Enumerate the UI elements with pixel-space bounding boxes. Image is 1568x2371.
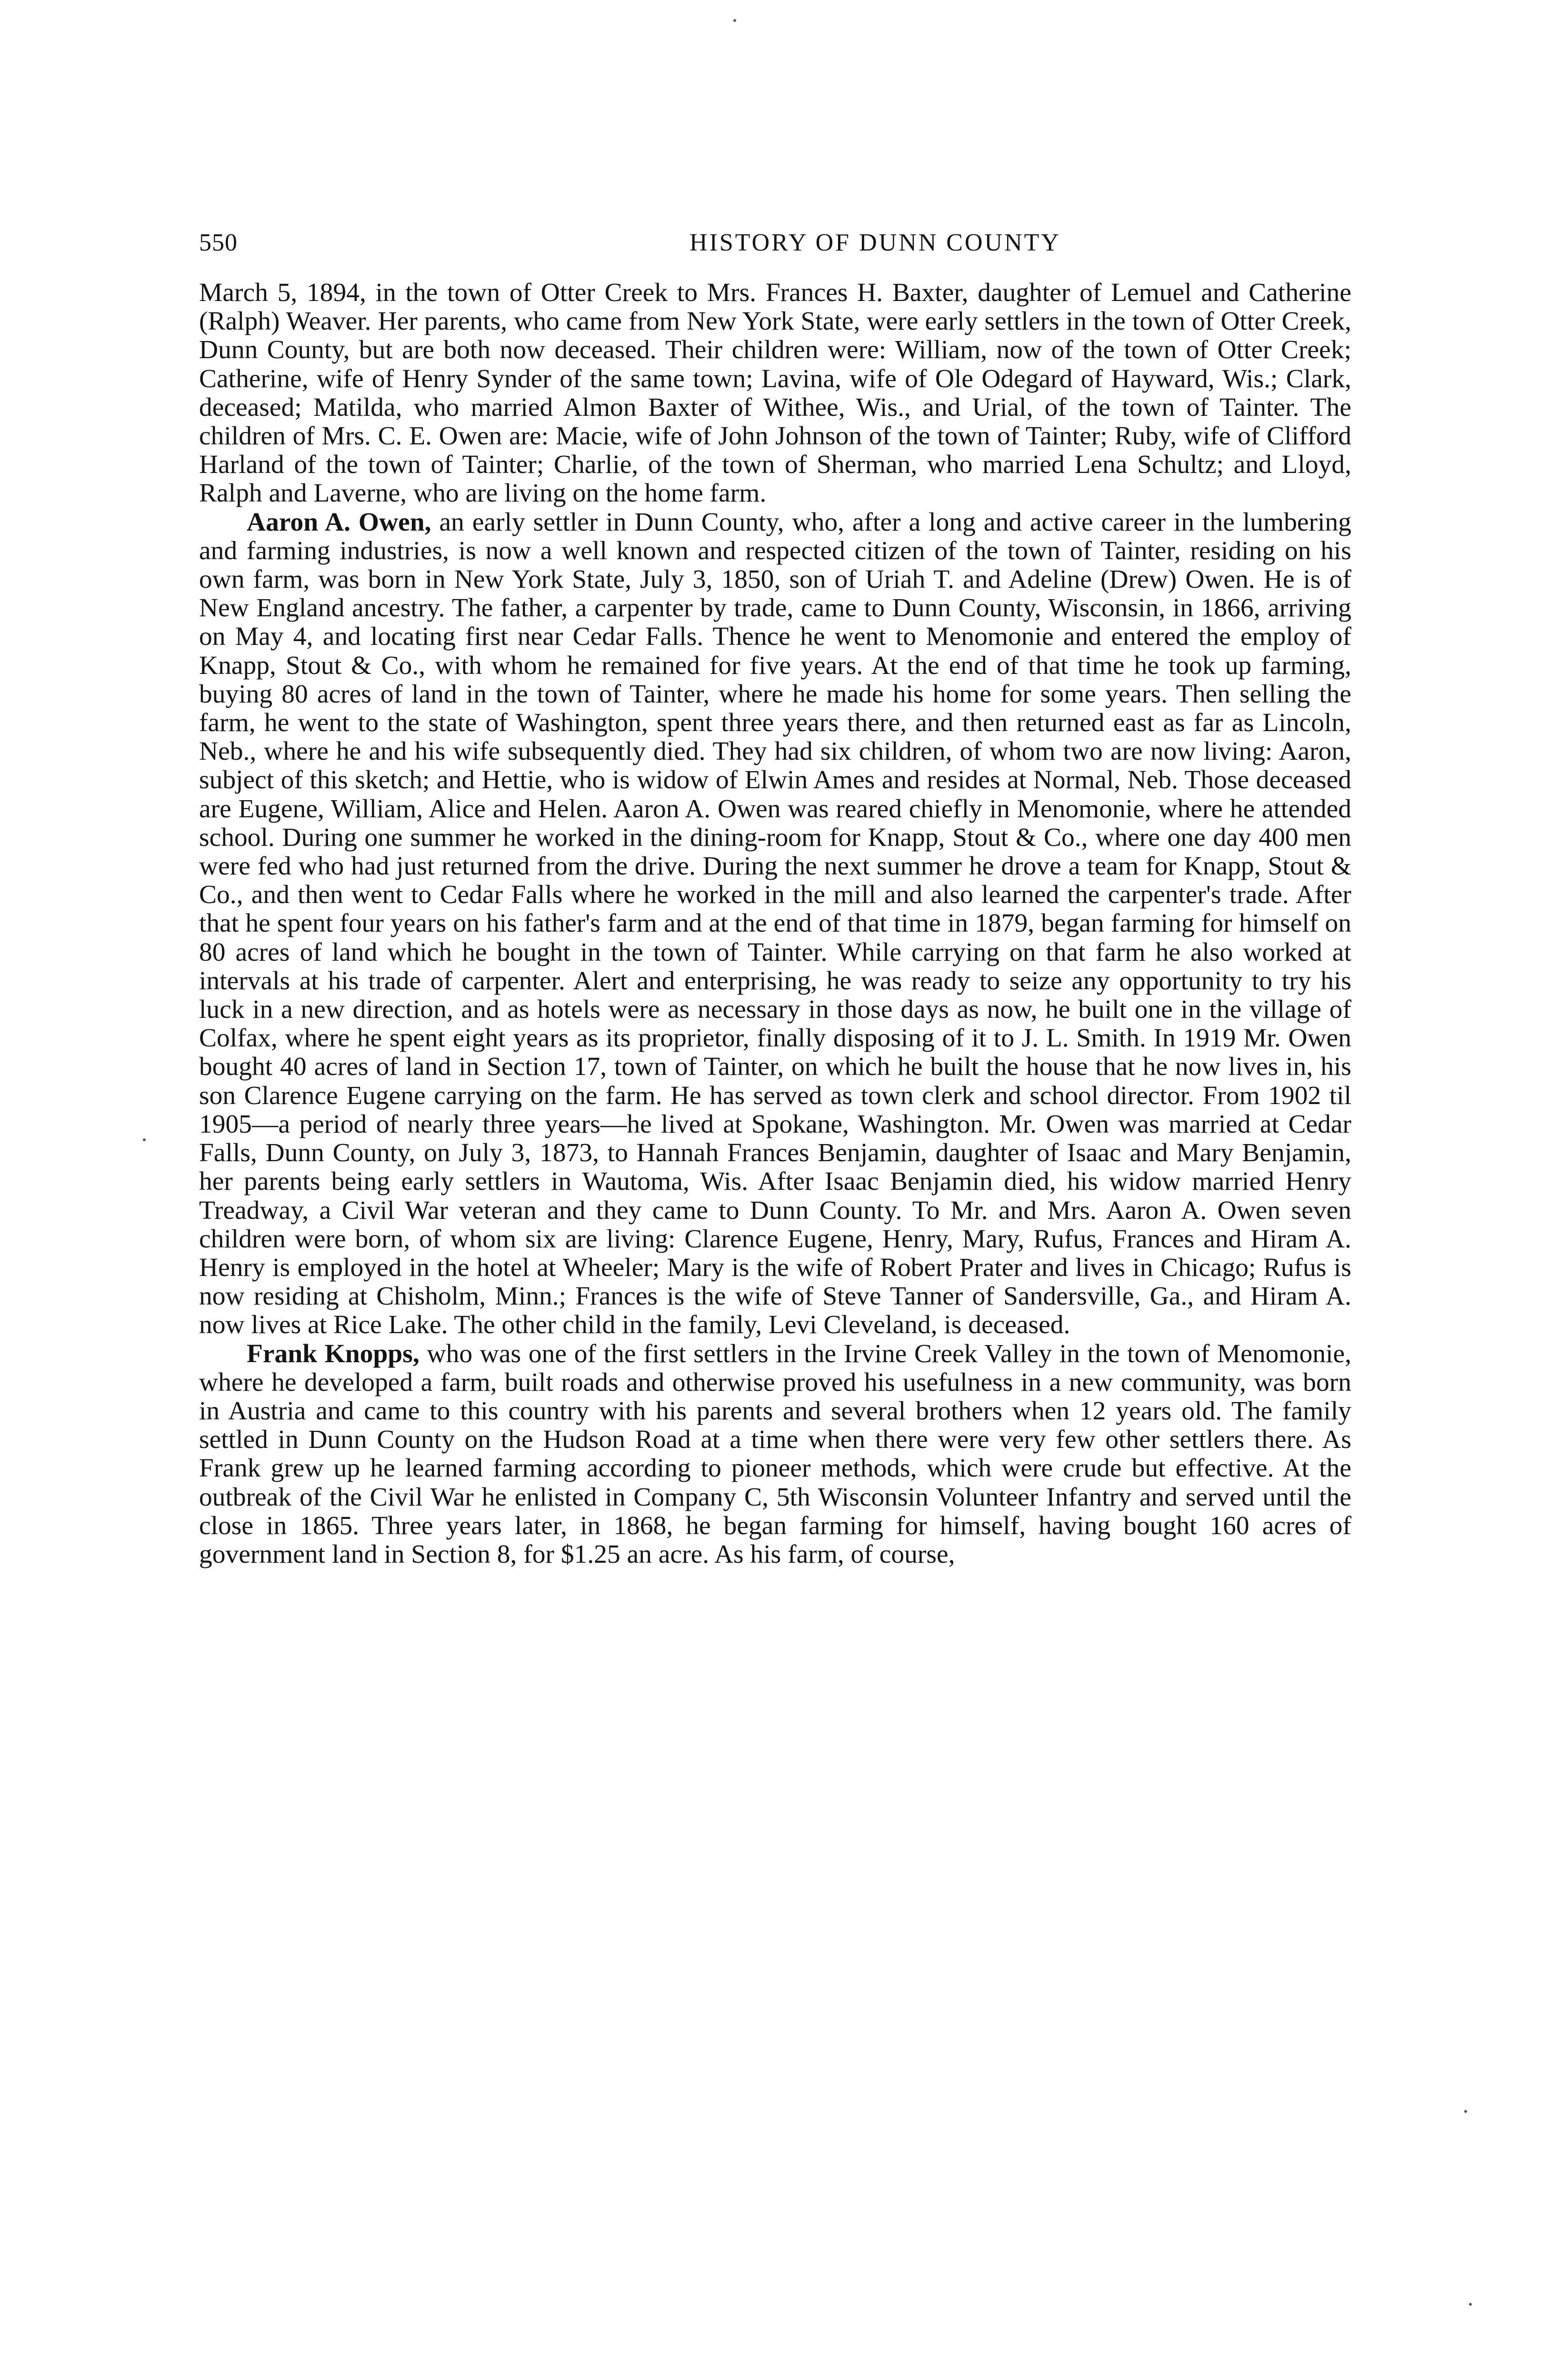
body-text	[199, 279, 1351, 1569]
subject-name: Aaron A. Owen,	[247, 507, 431, 537]
paragraph-text: who was one of the first settlers in the Irvine Creek Valley in the town of Menomonie, where he developed a farm, built roads and otherwise proved his usefulness in a new community, was born in Austria and came to this country with his parents and several brothers when 12 years old. The family settled in Dunn County on the Hudson Road at a time when there were very few other settlers there. As Frank grew up he learned farming according to pioneer methods, which were crude but effective. At the outbreak of the Civil War he enlisted in Company C, 5th Wisconsin Volunteer Infantry and served until the close in 1865. Three years later, in 1868, he began farming for himself, having bought 160 acres of government land in Section 8, for $1.25 an acre. As his farm, of course,	[199, 1339, 1351, 1569]
paragraph-text: March 5, 1894, in the town of Otter Creek to Mrs. Frances H. Baxter, daughter of Lemuel and Catherine (Ralph) Weaver. Her parents, who came from New York State, were early settlers in the town of Otter Creek, Dunn County, but are both now deceased. Their children were: William, now of the town of Otter Creek; Catherine, wife of Henry Synder of the same town; Lavina, wife of Ole Odegard of Hayward, Wis.; Clark, deceased; Matilda, who married Almon Baxter of Withee, Wis., and Urial, of the town of Tainter. The children of Mrs. C. E. Owen are: Macie, wife of John Johnson of the town of Tainter; Ruby, wife of Clifford Harland of the town of Tainter; Charlie, of the town of Sherman, who married Lena Schultz; and Lloyd, Ralph and Laverne, who are living on the home farm.	[199, 278, 1351, 508]
paper-speck	[733, 19, 736, 22]
paragraph-owen-continued	[199, 279, 1351, 508]
page-number: 550	[199, 229, 238, 256]
paper-speck	[1469, 2303, 1472, 2306]
running-head	[199, 229, 1351, 267]
paragraph-frank-knopps	[199, 1340, 1351, 1569]
subject-name: Frank Knopps,	[247, 1339, 419, 1368]
paper-speck	[1464, 2110, 1467, 2113]
paragraph-text: an early settler in Dunn County, who, after a long and active career in the lumbering and farming industries, is now a well known and respected citizen of the town of Tainter, residing on his own farm, was born in New York State, July 3, 1850, son of Uriah T. and Adeline (Drew) Owen. He is of New England ancestry. The father, a carpenter by trade, came to Dunn County, Wisconsin, in 1866, arriving on May 4, and locating first near Cedar Falls. Thence he went to Menomonie and entered the employ of Knapp, Stout & Co., with whom he remained for five years. At the end of that time he took up farming, buying 80 acres of land in the town of Tainter, where he made his home for some years. Then selling the farm, he went to the state of Washington, spent three years there, and then returned east as far as Lincoln, Neb., where he and his wife subsequently died. They had six children, of whom two are now living: Aaron, subject of this sketch; and Hettie, who is widow of Elwin Ames and resides at Normal, Neb. Those deceased are Eugene, William, Alice and Helen. Aaron A. Owen was reared chiefly in Menomonie, where he attended school. During one summer he worked in the dining-room for Knapp, Stout & Co., where one day 400 men were fed who had just returned from the drive. During the next summer he drove a team for Knapp, Stout & Co., and then went to Cedar Falls where he worked in the mill and also learned the carpenter's trade. After that he spent four years on his father's farm and at the end of that time in 1879, began farming for himself on 80 acres of land which he bought in the town of Tainter. While carrying on that farm he also worked at intervals at his trade of carpenter. Alert and enterprising, he was ready to seize any opportunity to try his luck in a new direction, and as hotels were as necessary in those days as now, he built one in the village of Colfax, where he spent eight years as its proprietor, finally disposing of it to J. L. Smith. In 1919 Mr. Owen bought 40 acres of land in Section 17, town of Tainter, on which he built the house that he now lives in, his son Clarence Eugene carrying on the farm. He has served as town clerk and school director. From 1902 til 1905—a period of nearly three years—he lived at Spokane, Washington. Mr. Owen was married at Cedar Falls, Dunn County, on July 3, 1873, to Hannah Frances Benjamin, daughter of Isaac and Mary Benjamin, her parents being early settlers in Wautoma, Wis. After Isaac Benjamin died, his widow married Henry Treadway, a Civil War veteran and they came to Dunn County. To Mr. and Mrs. Aaron A. Owen seven children were born, of whom six are living: Clarence Eugene, Henry, Mary, Rufus, Frances and Hiram A. Henry is employed in the hotel at Wheeler; Mary is the wife of Robert Prater and lives in Chicago; Rufus is now residing at Chisholm, Minn.; Frances is the wife of Steve Tanner of Sandersville, Ga., and Hiram A. now lives at Rice Lake. The other child in the family, Levi Cleveland, is deceased.	[199, 507, 1351, 1340]
paragraph-aaron-owen	[199, 508, 1351, 1340]
paper-speck	[143, 1138, 146, 1141]
book-title: HISTORY OF DUNN COUNTY	[689, 229, 1061, 256]
